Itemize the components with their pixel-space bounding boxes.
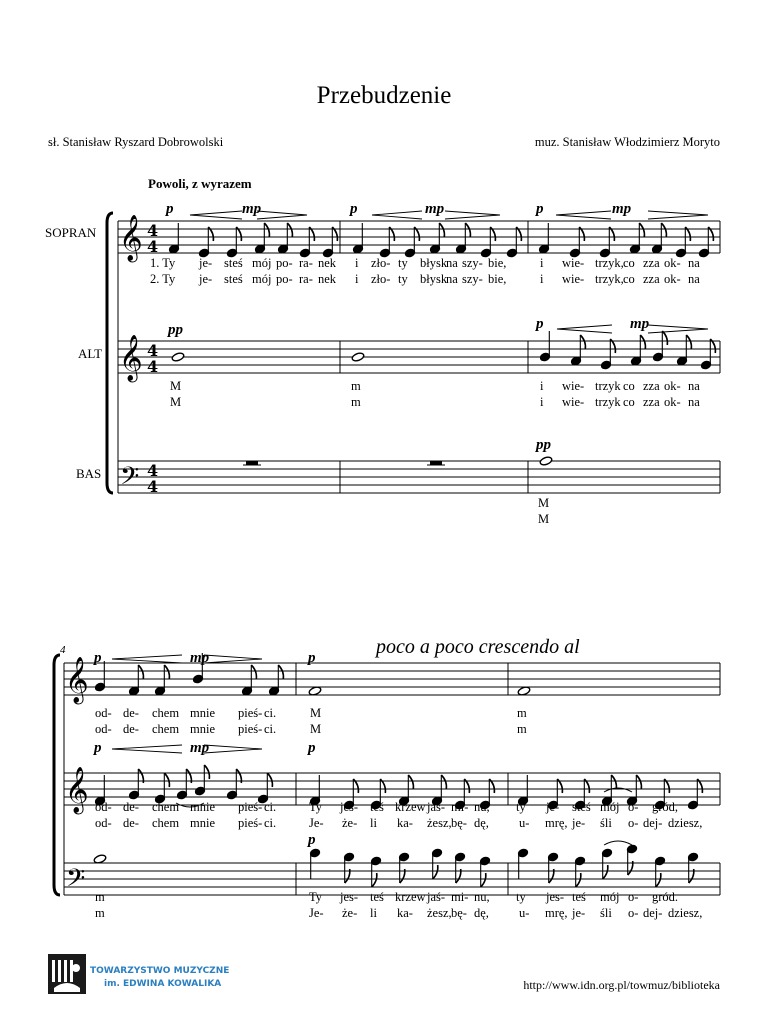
soprano-lyric: je- <box>199 272 213 286</box>
dynamic-mp: mp <box>425 201 445 217</box>
alto-lyric: mnie <box>190 800 215 814</box>
note-flag <box>661 223 666 237</box>
note-flag <box>656 873 661 887</box>
half-rest <box>430 461 442 465</box>
dynamic-pp: pp <box>536 437 551 453</box>
soprano-lyric: trzyk, <box>595 272 624 286</box>
note-flag <box>662 331 667 345</box>
soprano-lyric: po- <box>276 256 293 270</box>
soprano-lyric: mnie <box>190 722 215 736</box>
alto-lyric: dziesz, <box>668 816 703 830</box>
bass-lyric: m <box>95 906 105 920</box>
note-flag <box>439 223 444 237</box>
bass-lyric: li <box>370 906 377 920</box>
crescendo-hairpin <box>190 211 242 219</box>
alto-lyric: mrę, <box>545 816 568 830</box>
soprano-lyric: je- <box>199 256 213 270</box>
note-flag <box>408 775 413 789</box>
alto-lyric: de- <box>123 816 139 830</box>
alto-lyric: od- <box>95 800 112 814</box>
soprano-lyric: mój <box>252 256 272 270</box>
bass-clef-icon: 𝄢 <box>66 864 86 899</box>
note-flag <box>267 773 272 787</box>
alto-lyric: jaś- <box>427 800 446 814</box>
soprano-lyric: bie, <box>488 272 507 286</box>
soprano-lyric: m <box>517 722 527 736</box>
soprano-lyric: mój <box>252 272 272 286</box>
bass-lyric: M <box>538 512 550 526</box>
note-flag <box>636 775 641 789</box>
bass-lyric: m <box>95 890 105 904</box>
soprano-lyric: na <box>446 256 458 270</box>
dynamic-mp: mp <box>630 316 650 332</box>
soprano-lyric: zza <box>643 272 660 286</box>
alto-lyric: mnie <box>190 816 215 830</box>
soprano-lyric: nek <box>318 272 337 286</box>
alto-lyric: dej- <box>643 816 663 830</box>
bass-lyric: teś <box>370 890 384 904</box>
dynamic-p: p <box>94 650 102 666</box>
treble-clef-icon: 𝄞 <box>65 767 89 813</box>
dynamic-mp: mp <box>190 740 210 756</box>
lyricist-credit: sł. Stanisław Ryszard Dobrowolski <box>48 135 224 149</box>
alto-lyric: żesz, <box>427 816 452 830</box>
alto-lyric: trzyk <box>595 395 621 409</box>
soprano-lyric: na <box>446 272 458 286</box>
note-flag <box>278 665 283 679</box>
soprano-lyric: i <box>540 256 544 270</box>
bass-lyric: je- <box>572 906 586 920</box>
decrescendo-hairpin <box>648 211 708 219</box>
crescendo-hairpin <box>112 745 182 753</box>
soprano-lyric: zza <box>643 256 660 270</box>
soprano-lyric: trzyk, <box>595 256 624 270</box>
soprano-lyric: ci. <box>264 706 277 720</box>
soprano-lyric: i <box>355 256 359 270</box>
alto-lyric: m <box>351 395 361 409</box>
piece-title: Przebudzenie <box>316 82 452 109</box>
crescendo-hairpin <box>556 211 611 219</box>
alto-lyric: mi- <box>451 800 469 814</box>
dynamic-p: p <box>536 201 544 217</box>
soprano-lyric: M <box>310 722 322 736</box>
alto-lyric: de- <box>123 800 139 814</box>
soprano-lyric: 2. Ty <box>150 272 176 286</box>
time-signature-top: 4 <box>147 461 159 480</box>
dynamic-p: p <box>308 740 316 756</box>
alto-lyric: teś <box>370 800 384 814</box>
note-flag <box>686 335 691 349</box>
treble-clef-icon: 𝄞 <box>65 657 89 703</box>
bass-lyric: o- <box>628 890 639 904</box>
alto-lyric: krzew <box>395 800 426 814</box>
dynamic-p: p <box>308 832 316 848</box>
alto-lyric: bę- <box>451 816 467 830</box>
soprano-lyric: ra- <box>299 256 313 270</box>
dynamic-mp: mp <box>612 201 632 217</box>
slur <box>604 841 632 845</box>
soprano-lyric: co <box>623 256 635 270</box>
bass-lyric: ka- <box>397 906 413 920</box>
soprano-lyric: zło- <box>371 272 391 286</box>
time-signature-top: 4 <box>147 221 159 240</box>
soprano-lyric: M <box>310 706 322 720</box>
alto-lyric: co <box>623 379 635 393</box>
decrescendo-hairpin <box>257 211 307 219</box>
bass-lyric: mrę, <box>545 906 568 920</box>
soprano-lyric: co <box>623 272 635 286</box>
alto-lyric: o- <box>628 816 639 830</box>
soprano-lyric: ra- <box>299 272 313 286</box>
bass-lyric: Je- <box>309 906 324 920</box>
alto-lyric: je- <box>546 800 560 814</box>
note-flag <box>372 873 377 887</box>
soprano-lyric: i <box>355 272 359 286</box>
soprano-lyric: bie, <box>488 256 507 270</box>
composer-credit: muz. Stanisław Włodzimierz Moryto <box>534 135 720 149</box>
alto-lyric: mój <box>600 800 620 814</box>
alto-lyric: je- <box>572 816 586 830</box>
alto-lyric: ok- <box>664 395 681 409</box>
alto-lyric: wie- <box>562 395 585 409</box>
tempo-marking: Powoli, z wyrazem <box>148 176 252 191</box>
bass-lyric: żesz, <box>427 906 452 920</box>
note-flag <box>639 223 644 237</box>
alto-lyric: ok- <box>664 379 681 393</box>
note-flag <box>465 223 470 237</box>
alto-lyric: i <box>540 395 544 409</box>
note-flag <box>603 865 608 879</box>
dynamic-p: p <box>350 201 358 217</box>
society-name: TOWARZYSTWO MUZYCZNE <box>90 966 230 976</box>
soprano-lyric: szy- <box>462 272 483 286</box>
note-flag <box>433 865 438 879</box>
soprano-lyric: steś <box>224 256 243 270</box>
soprano-lyric: chem <box>152 722 180 736</box>
note-flag <box>576 873 581 887</box>
alto-lyric: ci. <box>264 800 277 814</box>
note-flag <box>580 335 585 349</box>
bass-lyric: jes- <box>340 890 359 904</box>
society-subname: im. EDWINA KOWALIKA <box>104 979 222 989</box>
dynamic-p: p <box>166 201 174 217</box>
decrescendo-hairpin <box>204 745 262 753</box>
crescendo-hairpin <box>112 655 182 663</box>
alto-lyric: chem <box>152 816 180 830</box>
alto-lyric: śli <box>600 816 612 830</box>
time-signature-bottom: 4 <box>147 357 159 376</box>
alto-lyric: Je- <box>309 816 324 830</box>
bass-lyric: M <box>538 496 550 510</box>
bass-lyric: mi- <box>451 890 469 904</box>
bass-lyric: teś <box>572 890 586 904</box>
alto-lyric: m <box>351 379 361 393</box>
note-flag <box>264 223 269 237</box>
bass-lyric: że- <box>342 906 358 920</box>
society-logo-icon <box>48 954 86 994</box>
note-flag <box>164 773 169 787</box>
alto-lyric: jes- <box>340 800 359 814</box>
alto-lyric: o- <box>628 800 639 814</box>
library-url-link[interactable]: http://www.idn.org.pl/towmuz/biblioteka <box>523 978 720 992</box>
soprano-lyric: od- <box>95 722 112 736</box>
bass-lyric: śli <box>600 906 612 920</box>
alto-lyric: pieś- <box>238 800 263 814</box>
voice-label-bass: BAS <box>76 466 102 481</box>
note-flag <box>251 665 256 679</box>
alto-lyric: trzyk <box>595 379 621 393</box>
note-flag <box>640 335 645 349</box>
crescendo-hairpin <box>557 325 612 333</box>
alto-lyric: na <box>688 395 700 409</box>
soprano-lyric: pieś- <box>238 706 263 720</box>
bass-lyric: jaś- <box>427 890 446 904</box>
soprano-lyric: i <box>540 272 544 286</box>
bass-lyric: ty <box>516 890 526 904</box>
soprano-lyric: steś <box>224 272 243 286</box>
crescendo-hairpin <box>372 211 422 219</box>
bass-lyric: dej- <box>643 906 663 920</box>
alto-lyric: li <box>370 816 377 830</box>
alto-lyric: gród, <box>652 800 679 814</box>
decrescendo-hairpin <box>204 655 262 663</box>
bass-lyric: o- <box>628 906 639 920</box>
bass-lyric: krzew <box>395 890 426 904</box>
time-signature-top: 4 <box>147 341 159 360</box>
bass-lyric: mój <box>600 890 620 904</box>
half-rest <box>246 461 258 465</box>
alto-lyric: M <box>170 379 182 393</box>
soprano-lyric: 1. Ty <box>150 256 176 270</box>
alto-lyric: wie- <box>562 379 585 393</box>
soprano-lyric: de- <box>123 722 139 736</box>
alto-lyric: co <box>623 395 635 409</box>
soprano-lyric: ty <box>398 272 408 286</box>
decrescendo-hairpin <box>648 325 708 333</box>
bass-lyric: nu, <box>474 890 490 904</box>
alto-lyric: zza <box>643 395 660 409</box>
alto-lyric: ty <box>516 800 526 814</box>
note-flag <box>204 765 209 779</box>
soprano-lyric: nek <box>318 256 337 270</box>
note-head <box>539 456 553 466</box>
alto-lyric: u- <box>519 816 530 830</box>
alto-lyric: M <box>170 395 182 409</box>
soprano-lyric: pieś- <box>238 722 263 736</box>
dynamic-p: p <box>536 316 544 332</box>
soprano-lyric: od- <box>95 706 112 720</box>
soprano-lyric: błysk <box>420 272 448 286</box>
dynamic-pp: pp <box>168 322 183 338</box>
alto-lyric: nu, <box>474 800 490 814</box>
alto-lyric: ci. <box>264 816 277 830</box>
bass-lyric: dziesz, <box>668 906 703 920</box>
alto-lyric: dę, <box>474 816 489 830</box>
soprano-lyric: m <box>517 706 527 720</box>
soprano-lyric: ci. <box>264 722 277 736</box>
alto-lyric: steś <box>572 800 591 814</box>
soprano-lyric: chem <box>152 706 180 720</box>
time-signature-bottom: 4 <box>147 477 159 496</box>
soprano-lyric: szy- <box>462 256 483 270</box>
expression-marking: poco a poco crescendo al <box>376 636 580 658</box>
soprano-lyric: ok- <box>664 256 681 270</box>
bass-lyric: dę, <box>474 906 489 920</box>
bass-lyric: bę- <box>451 906 467 920</box>
note-head <box>351 352 365 362</box>
alto-lyric: ka- <box>397 816 413 830</box>
time-signature-bottom: 4 <box>147 237 159 256</box>
decrescendo-hairpin <box>445 211 500 219</box>
alto-lyric: Ty <box>309 800 323 814</box>
soprano-lyric: błysk <box>420 256 448 270</box>
note-head <box>171 352 185 362</box>
alto-lyric: że- <box>342 816 358 830</box>
voice-label-alto: ALT <box>78 346 103 361</box>
soprano-lyric: de- <box>123 706 139 720</box>
soprano-lyric: wie- <box>562 272 585 286</box>
alto-lyric: na <box>688 379 700 393</box>
note-flag <box>287 223 292 237</box>
voice-label-soprano: SOPRAN <box>45 225 97 240</box>
dynamic-p: p <box>94 740 102 756</box>
soprano-lyric: zło- <box>371 256 391 270</box>
dynamic-mp: mp <box>190 650 210 666</box>
note-flag <box>481 873 486 887</box>
soprano-lyric: ty <box>398 256 408 270</box>
note-flag <box>138 665 143 679</box>
soprano-lyric: wie- <box>562 256 585 270</box>
system-bracket <box>54 655 60 895</box>
note-flag <box>164 665 169 679</box>
bass-lyric: gród. <box>652 890 679 904</box>
note-flag <box>441 775 446 789</box>
dynamic-p: p <box>308 650 316 666</box>
system-bracket <box>107 213 113 493</box>
dynamic-mp: mp <box>242 201 262 217</box>
bass-lyric: jes- <box>546 890 565 904</box>
bass-clef-icon: 𝄢 <box>120 462 140 497</box>
soprano-lyric: po- <box>276 272 293 286</box>
treble-clef-icon: 𝄞 <box>119 335 143 381</box>
soprano-lyric: na <box>688 256 700 270</box>
alto-lyric: chem <box>152 800 180 814</box>
soprano-lyric: mnie <box>190 706 215 720</box>
treble-clef-icon: 𝄞 <box>119 215 143 261</box>
soprano-lyric: na <box>688 272 700 286</box>
alto-lyric: zza <box>643 379 660 393</box>
soprano-lyric: ok- <box>664 272 681 286</box>
alto-lyric: od- <box>95 816 112 830</box>
note-flag <box>611 775 616 789</box>
alto-lyric: pieś- <box>238 816 263 830</box>
bass-lyric: u- <box>519 906 530 920</box>
measure-number: 4 <box>60 644 66 656</box>
bass-lyric: Ty <box>309 890 323 904</box>
alto-lyric: i <box>540 379 544 393</box>
